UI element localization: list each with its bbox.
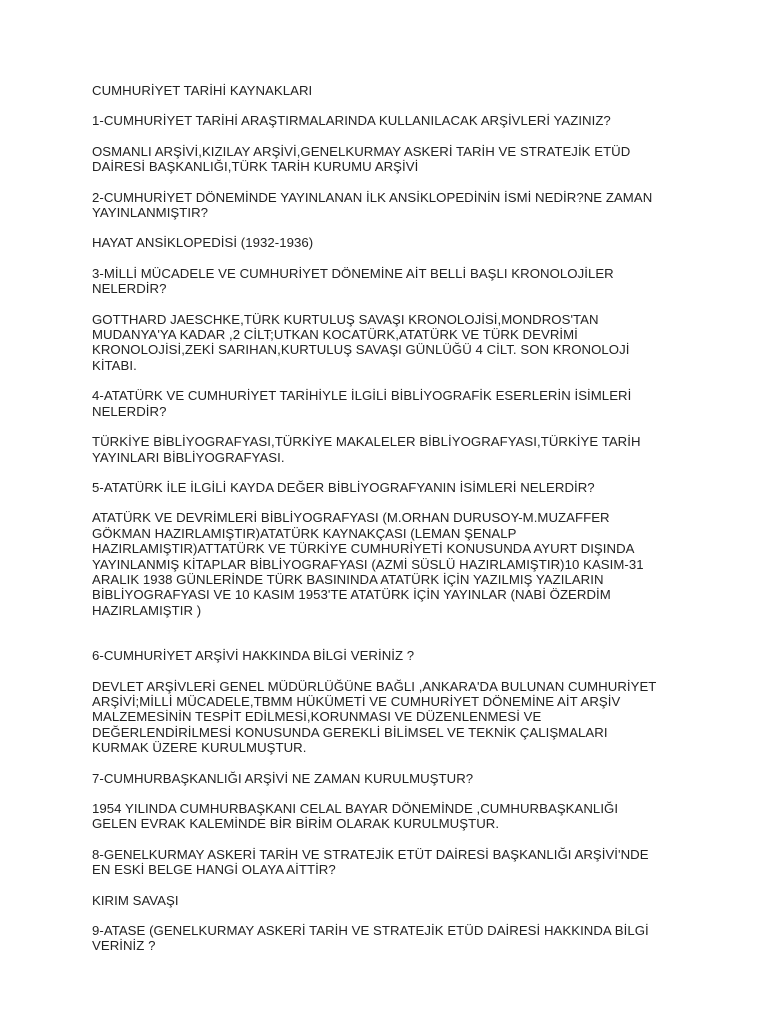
answer-1: OSMANLI ARŞİVİ,KIZILAY ARŞİVİ,GENELKURMAY ASKERİ TARİH VE STRATEJİK ETÜD DAİRESİ BAŞKANLIĞI,TÜRK TARİH KURUMU ARŞİVİ <box>92 143 631 175</box>
question-8: 8-GENELKURMAY ASKERİ TARİH VE STRATEJİK ETÜT DAİRESİ BAŞKANLIĞI ARŞİVİ'NDE EN ESKİ BELGE HANGİ OLAYA AİTTİR? <box>92 846 649 878</box>
answer-5: ATATÜRK VE DEVRİMLERİ BİBLİYOGRAFYASI (M.ORHAN DURUSOY-M.MUZAFFER GÖKMAN HAZIRLAMIŞTIR)ATATÜRK KAYNAKÇASI (LEMAN ŞENALP HAZIRLAMIŞTIR)ATTATÜRK VE TÜRKİYE CUMHURİYETİ KONUSUNDA AYURT DIŞINDA YAYINLANMIŞ KİTAPLAR BİBLİYOGRAFYASI (AZMİ SÜSLÜ HAZIRLAMIŞTIR)10 KASIM-31 ARALIK 1938 GÜNLERİNDE TÜRK BASININDA ATATÜRK İÇİN YAZILMIŞ YAZILARIN BİBLİYOGRAFYASI VE 10 KASIM 1953'TE ATATÜRK İÇİN YAYINLAR (NABİ ÖZERDİM HAZIRLAMIŞTIR ) <box>92 510 644 618</box>
answer-3: GOTTHARD JAESCHKE,TÜRK KURTULUŞ SAVAŞI KRONOLOJİSİ,MONDROS'TAN MUDANYA'YA KADAR ,2 CİLT;UTKAN KOCATÜRK,ATATÜRK VE TÜRK DEVRİMİ KRONOLOJİSİ,ZEKİ SARIHAN,KURTULUŞ SAVAŞI GÜNLÜĞÜ 4 CİLT. SON KRONOLOJİ KİTABI. <box>92 311 630 373</box>
answer-2: HAYAT ANSİKLOPEDİSİ (1932-1936) <box>92 235 314 251</box>
question-3: 3-MİLLİ MÜCADELE VE CUMHURİYET DÖNEMİNE AİT BELLİ BAŞLI KRONOLOJİLER NELERDİR? <box>92 265 614 297</box>
question-2: 2-CUMHURİYET DÖNEMİNDE YAYINLANAN İLK ANSİKLOPEDİNİN İSMİ NEDİR?NE ZAMAN YAYINLANMIŞTIR? <box>92 189 653 221</box>
answer-8: KIRIM SAVAŞI <box>92 892 179 908</box>
answer-6: DEVLET ARŞİVLERİ GENEL MÜDÜRLÜĞÜNE BAĞLI ,ANKARA'DA BULUNAN CUMHURİYET ARŞİVİ;MİLLİ MÜCADELE,TBMM HÜKÜMETİ VE CUMHURİYET DÖNEMİNE AİT ARŞİV MALZEMESİNİN TESPİT EDİLMESİ,KORUNMASI VE DÜZENLENMESİ VE DEĞERLENDİRİLMESİ KONUSUNDA GEREKLİ BİLİMSEL VE TEKNİK ÇALIŞMALARI KURMAK ÜZERE KURULMUŞTUR. <box>92 678 657 756</box>
question-4: 4-ATATÜRK VE CUMHURİYET TARİHİYLE İLGİLİ BİBLİYOGRAFİK ESERLERİN İSİMLERİ NELERDİR? <box>92 388 632 419</box>
question-1: 1-CUMHURİYET TARİHİ ARAŞTIRMALARINDA KULLANILACAK ARŞİVLERİ YAZINIZ? <box>92 113 611 129</box>
document-title: CUMHURİYET TARİHİ KAYNAKLARI <box>92 83 313 98</box>
question-5: 5-ATATÜRK İLE İLGİLİ KAYDA DEĞER BİBLİYOGRAFYANIN İSİMLERİ NELERDİR? <box>92 479 595 495</box>
question-6: 6-CUMHURİYET ARŞİVİ HAKKINDA BİLGİ VERİNİZ ? <box>92 648 415 664</box>
question-7: 7-CUMHURBAŞKANLIĞI ARŞİVİ NE ZAMAN KURULMUŞTUR? <box>92 770 474 786</box>
answer-7: 1954 YILINDA CUMHURBAŞKANI CELAL BAYAR DÖNEMİNDE ,CUMHURBAŞKANLIĞI GELEN EVRAK KALEMİNDE BİR BİRİM OLARAK KURULMUŞTUR. <box>92 801 619 832</box>
answer-4: TÜRKİYE BİBLİYOGRAFYASI,TÜRKİYE MAKALELER BİBLİYOGRAFYASI,TÜRKİYE TARİH YAYINLARI BİBLİYOGRAFYASI. <box>92 434 641 465</box>
document-body <box>92 83 682 969</box>
question-9: 9-ATASE (GENELKURMAY ASKERİ TARİH VE STRATEJİK ETÜD DAİRESİ HAKKINDA BİLGİ VERİNİZ ? <box>92 923 649 954</box>
